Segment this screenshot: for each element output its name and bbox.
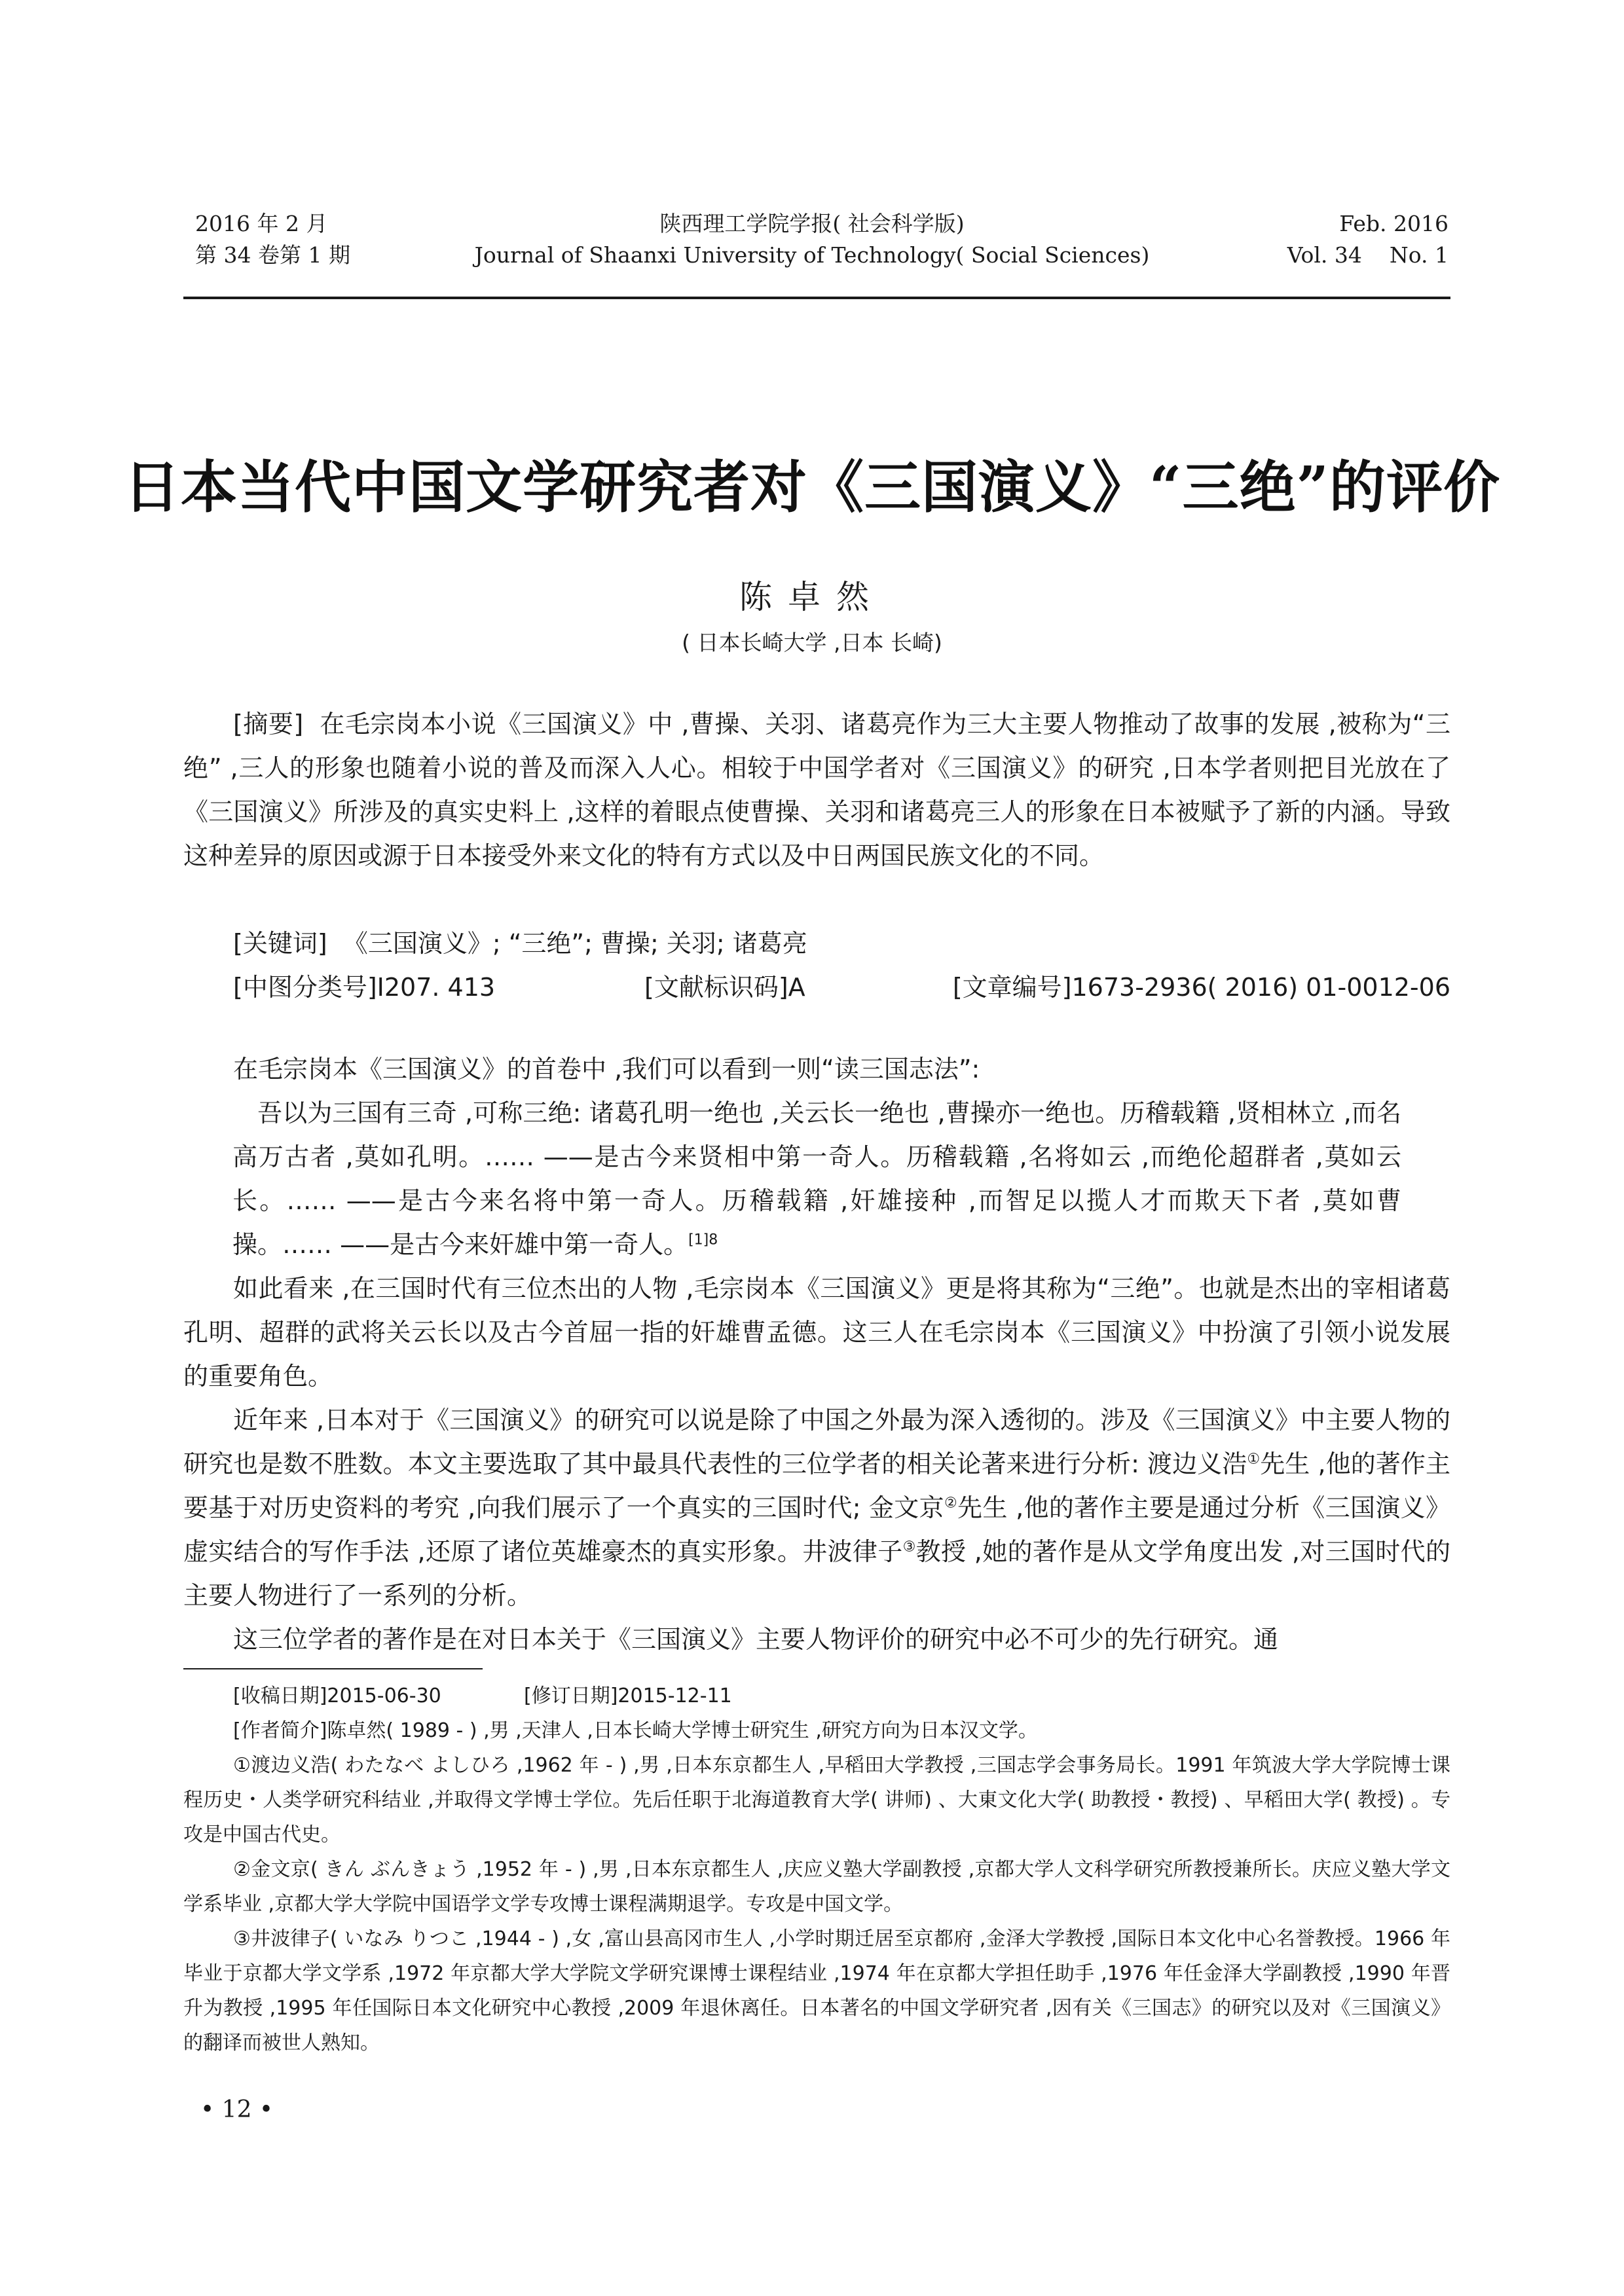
keywords-text: 《三国演义》; “三绝”; 曹操; 关羽; 诸葛亮 bbox=[342, 929, 807, 958]
quote-citation: [1]8 bbox=[688, 1231, 718, 1248]
body-intro: 在毛宗岗本《三国演义》的首卷中 ,我们可以看到一则“读三国志法”: bbox=[233, 1055, 980, 1084]
body-paragraph-2 bbox=[183, 1398, 1450, 1618]
footnote-ref-3: ③ bbox=[902, 1539, 916, 1556]
header-issue-en bbox=[1287, 208, 1449, 271]
header-journal-en: Journal of Shaanxi University of Technology( Social Sciences) bbox=[474, 242, 1150, 268]
block-quote bbox=[232, 1091, 1401, 1267]
clc-number: [中图分类号]I207. 413 bbox=[233, 973, 496, 1002]
abstract bbox=[183, 702, 1450, 878]
footnote-3: ③井波律子( いなみ りつこ ,1944 - ) ,女 ,富山县高冈市生人 ,小学时期迁居至京都府 ,金泽大学教授 ,国际日本文化中心名誉教授。1966 年毕业于京都大学文学系 ,1972 年京都大学大学院文学研究课博士课程结业 ,1974 年在京都大学担任助手 ,1976 年任金泽大学副教授 ,1990 年晋升为教授 ,1995 年任国际日本文化研究中心教授 ,2009 年退休离任。日本著名的中国文学研究者 ,因有关《三国志》的研究以及对《三国演义》的翻译而被世人熟知。 bbox=[183, 1927, 1450, 2054]
revised-date: [修订日期]2015-12-11 bbox=[524, 1685, 732, 1707]
header-volume-cn: 第 34 卷第 1 期 bbox=[195, 242, 350, 268]
footnote-dates bbox=[183, 1679, 1450, 1713]
received-date: [收稿日期]2015-06-30 bbox=[233, 1685, 441, 1707]
p2-part-b: 先生 ,他的著作主要基于对历史资料的考究 ,向我们展示了一个真实的三国时代; 金文京 bbox=[183, 1449, 1450, 1522]
keywords bbox=[183, 922, 1450, 966]
footnote-1: ①渡边义浩( わたなべ よしひろ ,1962 年 - ) ,男 ,日本东京都生人 ,早稻田大学教授 ,三国志学会事务局长。1991 年筑波大学大学院博士课程历史・人类学研究科结业 ,并取得文学博士学位。先后任职于北海道教育大学( 讲师) 、大東文化大学( 助教授・教授) 、早稻田大学( 教授) 。专攻是中国古代史。 bbox=[183, 1754, 1450, 1846]
body-paragraph-1: 如此看来 ,在三国时代有三位杰出的人物 ,毛宗岗本《三国演义》更是将其称为“三绝”。也就是杰出的宰相诸葛孔明、超群的武将关云长以及古今首屈一指的奸雄曹孟德。这三人在毛宗岗本《三国演义》中扮演了引领小说发展的重要角色。 bbox=[183, 1274, 1450, 1391]
author-affiliation: ( 日本长崎大学 ,日本 长崎) bbox=[682, 630, 942, 655]
article-author: 陈卓然 bbox=[739, 578, 885, 616]
p2-part-d: 教授 ,她的著作是从文学角度出发 ,对三国时代的主要人物进行了一系列的分析。 bbox=[183, 1537, 1450, 1610]
page-number: • 12 • bbox=[200, 2096, 274, 2123]
quote-text: 吾以为三国有三奇 ,可称三绝: 诸葛孔明一绝也 ,关云长一绝也 ,曹操亦一绝也。历稽载籍 ,贤相林立 ,而名高万古者 ,莫如孔明。…… ——是古今来贤相中第一奇人。历稽载籍 ,名将如云 ,而绝伦超群者 ,莫如云长。…… ——是古今来名将中第一奇人。历稽载籍 ,奸雄接种 ,而智足以揽人才而欺天下者 ,莫如曹操。…… ——是古今来奸雄中第一奇人。 bbox=[232, 1099, 1401, 1259]
footnote-author-bio: [作者简介]陈卓然( 1989 - ) ,男 ,天津人 ,日本长崎大学博士研究生 ,研究方向为日本汉文学。 bbox=[233, 1719, 1038, 1742]
footnote-2: ②金文京( きん ぶんきょう ,1952 年 - ) ,男 ,日本东京都生人 ,庆应义塾大学副教授 ,京都大学人文科学研究所教授兼所长。庆应义塾大学文学系毕业 ,京都大学大学院中国语学文学专攻博士课程满期退学。专攻是中国文学。 bbox=[183, 1858, 1450, 1916]
footnote-divider bbox=[183, 1668, 483, 1669]
header-date-en: Feb. 2016 bbox=[1339, 211, 1449, 236]
header-divider bbox=[183, 297, 1450, 299]
footnote-ref-2: ② bbox=[944, 1495, 958, 1512]
abstract-text: 在毛宗岗本小说《三国演义》中 ,曹操、关羽、诸葛亮作为三大主要人物推动了故事的发展 ,被称为“三绝” ,三人的形象也随着小说的普及而深入人心。相较于中国学者对《三国演义》的研究 ,日本学者则把目光放在了《三国演义》所涉及的真实史料上 ,这样的着眼点使曹操、关羽和诸葛亮三人的形象在日本被赋予了新的内涵。导致这种差异的原因或源于日本接受外来文化的特有方式以及中日两国民族文化的不同。 bbox=[183, 710, 1450, 870]
article-title: 日本当代中国文学研究者对《三国演义》“三绝”的评价 bbox=[124, 454, 1500, 520]
article-number: [文章编号]1673-2936( 2016) 01-0012-06 bbox=[952, 973, 1450, 1002]
footnote-ref-1: ① bbox=[1247, 1451, 1261, 1468]
document-code: [文献标识码]A bbox=[644, 973, 805, 1002]
p2-part-a: 近年来 ,日本对于《三国演义》的研究可以说是除了中国之外最为深入透彻的。涉及《三国演义》中主要人物的研究也是数不胜数。本文主要选取了其中最具代表性的三位学者的相关论著来进行分析: 渡边义浩 bbox=[183, 1406, 1450, 1478]
p2-part-c: 先生 ,他的著作主要是通过分析《三国演义》虚实结合的写作手法 ,还原了诸位英雄豪杰的真实形象。井波律子 bbox=[183, 1493, 1451, 1566]
header-journal-cn: 陕西理工学院学报( 社会科学版) bbox=[659, 211, 965, 236]
classification-row bbox=[233, 966, 1450, 1010]
keywords-label: [关键词] bbox=[233, 929, 327, 958]
body-paragraph-3: 这三位学者的著作是在对日本关于《三国演义》主要人物评价的研究中必不可少的先行研究。通 bbox=[233, 1625, 1279, 1654]
header-date-cn: 2016 年 2 月 bbox=[195, 211, 328, 236]
abstract-label: [摘要] bbox=[233, 710, 304, 738]
header-volume-en: Vol. 34 No. 1 bbox=[1287, 242, 1449, 268]
